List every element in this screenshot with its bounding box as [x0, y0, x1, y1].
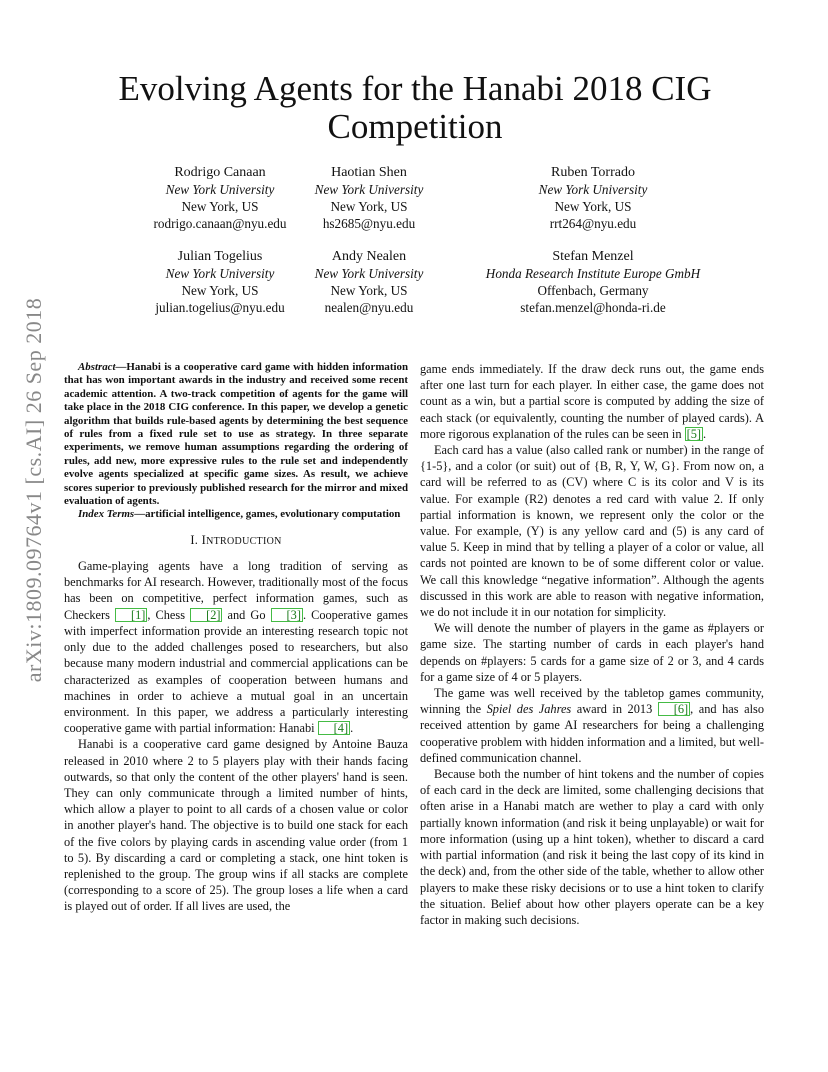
citation-link[interactable]: [3]	[271, 608, 303, 622]
author-email: rrt264@nyu.edu	[549, 216, 637, 231]
author-name: Andy Nealen	[331, 249, 407, 264]
citation-link[interactable]: [6]	[658, 702, 690, 716]
author-email: julian.togelius@nyu.edu	[155, 300, 285, 315]
citation-link[interactable]: [4]	[318, 721, 350, 735]
author-6	[448, 248, 738, 316]
right-paragraph-4: The game was well received by the tabletop games community, winning the Spiel des Jahres award in 2013 [6] , and has also received attention by game AI researchers for being a challenging cooperative problem with hidden information and a limited, but well-defined communication channel.	[420, 686, 764, 765]
abstract	[64, 361, 408, 508]
author-name: Julian Togelius	[177, 249, 263, 264]
right-paragraph-2: Each card has a value (also called rank or number) in the range of {1-5}, and a color (or suit) out of {B, R, Y, W, G}. From now on, a card will be referred to as (CV) where C is its color and V is its value. For example (R2) denotes a red card with value 2. If only partial information is known, we represent only the color or the value. For example, (Y) is any yellow card and (5) is any card of value 5. Keep in mind that by telling a player of a color or value, all cards not pointed are known to be of some different color or value. We call this knowledge “negative information”. Although the agents discussed in this work are able to reason with negative information, we do not include it in our notation for simplicity.	[420, 443, 764, 620]
author-name: Stefan Menzel	[552, 249, 634, 264]
right-paragraph-3: We will denote the number of players in the game as #players or game size. The starting number of cards in each player's hand depends on #players: 5 cards for a game size of 2 or 3, and 4 cards for a game size of 4 or 5 players.	[420, 621, 764, 684]
author-3	[478, 164, 708, 232]
left-column	[64, 361, 408, 915]
author-affiliation: New York University	[165, 182, 275, 197]
author-location: New York, US	[181, 199, 259, 214]
right-paragraph-1: game ends immediately. If the draw deck runs out, the game ends after one last turn for each player. In either case, the game does not count as a win, but a partial score is computed by adding the size of each stack (or equivalently, counting the number of played cards). A more rigorous explanation of the rules can be seen in [5] .	[420, 362, 764, 441]
author-email: stefan.menzel@honda-ri.de	[520, 300, 666, 315]
author-name: Ruben Torrado	[551, 165, 635, 180]
author-location: Offenbach, Germany	[537, 283, 649, 298]
author-affiliation: New York University	[165, 266, 275, 281]
index-terms-label: Index Terms	[78, 508, 135, 521]
author-email: hs2685@nyu.edu	[322, 216, 416, 231]
author-affiliation: Honda Research Institute Europe GmbH	[485, 266, 701, 281]
author-email: nealen@nyu.edu	[324, 300, 414, 315]
abstract-label: Abstract	[78, 361, 116, 373]
right-paragraph-5: Because both the number of hint tokens and the number of copies of each card in the deck are limited, some challenging decisions that often arise in a Hanabi match are wether to play a card with only partially known information (and risk it being unplayable) or wait for more information (using up a hint token), whether to discard a card with partial information (and risk it being the last copy of its kind in the deck) and, from the other side of the table, whether to allow other players to make these risky decisions or to use a hint token to clarify the situation. Belief about how other players operate can be a key factor in making such decisions.	[420, 767, 764, 927]
section-heading-introduction: I. INTRODUCTION	[190, 532, 282, 547]
author-location: New York, US	[181, 283, 259, 298]
index-terms-text: —artificial intelligence, games, evolutionary computation	[134, 508, 401, 521]
author-affiliation: New York University	[538, 182, 648, 197]
intro-paragraph-2: Hanabi is a cooperative card game designed by Antoine Bauza released in 2010 where 2 to 5 players play with their hands facing outwards, so that only the content of the other players' hand is seen. They can only communicate through a limited number of hints, which allow a player to point to all cards of a chosen value or color in another player's hand. The objective is to build one stack for each of the five colors by playing cards in ascending value order (from 1 to 5). By discarding a card or completing a stack, one hint token is replenished to the group. The group wins if all stacks are complete (corresponding to a score of 25). The group loses a life when a card is played out of order. If all lives are used, the	[64, 737, 408, 914]
index-terms	[64, 508, 408, 521]
arxiv-stamp	[18, 290, 50, 690]
right-column	[420, 361, 764, 928]
citation-link[interactable]: [1]	[115, 608, 147, 622]
citation-link[interactable]: [2]	[190, 608, 222, 622]
intro-paragraph-1: Game-playing agents have a long tradition of serving as benchmarks for AI research. However, traditionally most of the focus has been on competitive, perfect information games, such as Checkers [1] , Chess [2] and Go [3] . Cooperative games with imperfect information provide an interesting research topic not only due to the added challenges posed to researchers, but also because many modern industrial and commercial applications can be characterized as examples of cooperation between humans and machines in order to achieve a mutual goal in an uncertain environment. In this paper, we address a particularly interesting cooperative game with partial information: Hanabi [4] .	[64, 559, 409, 736]
author-name: Rodrigo Canaan	[174, 165, 266, 180]
author-name: Haotian Shen	[331, 165, 407, 180]
author-affiliation: New York University	[314, 182, 424, 197]
citation-link[interactable]: [5]	[686, 426, 702, 441]
author-email: rodrigo.canaan@nyu.edu	[153, 216, 287, 231]
author-2	[254, 164, 484, 232]
author-location: New York, US	[330, 199, 408, 214]
paper-title: Evolving Agents for the Hanabi 2018 CIG Competition	[118, 69, 712, 146]
author-location: New York, US	[554, 199, 632, 214]
author-affiliation: New York University	[314, 266, 424, 281]
author-location: New York, US	[330, 283, 408, 298]
arxiv-stamp-text: arXiv:1809.09764v1 [cs.AI] 26 Sep 2018	[21, 297, 46, 683]
abstract-text: —Hanabi is a cooperative card game with hidden information that has won important awards in the industry and received some recent academic attention. A two-track competition of agents for the game will take place in the 2018 CIG conference. In this paper, we develop a genetic algorithm that builds rule-based agents by determining the best sequence of rules from a fixed rule set to use as strategy. In three separate experiments, we remove human assumptions regarding the ordering of rules, add new, more expressive rules to the rule set and independently evolve agents specialized at specific game sizes. As result, we achieve scores superior to previously published research for the mirror and mixed evaluation of agents.	[64, 361, 408, 508]
